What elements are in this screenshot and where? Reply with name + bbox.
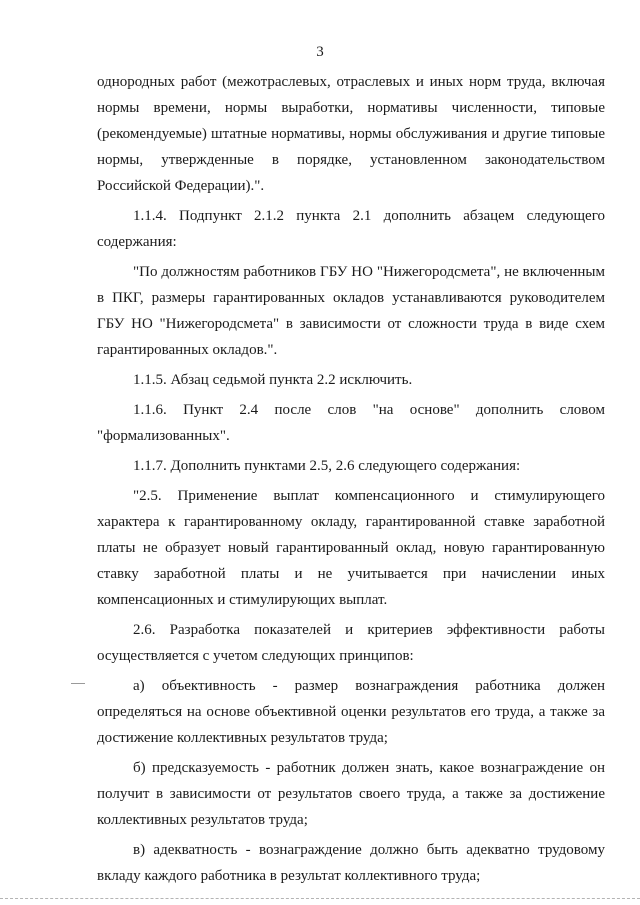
paragraph-quote-salary: "По должностям работников ГБУ НО "Нижегородсмета", не включенным в ПКГ, размеры гарантированных окладов устанавливаются руководителем ГБУ НО "Нижегородсмета" в зависимости от сложности труда в виде схем гарантированных окладов.". — [97, 264, 605, 358]
document-body — [97, 69, 605, 893]
paragraph-principle-b: б) предсказуемость - работник должен знать, какое вознаграждение он получит в зависимости от результатов своего труда, а также за достижение коллективных результатов труда; — [97, 760, 605, 828]
paragraph-1-1-7: 1.1.7. Дополнить пунктами 2.5, 2.6 следующего содержания: — [133, 458, 521, 474]
page-number: 3 — [316, 44, 324, 60]
paragraph-1-1-4: 1.1.4. Подпункт 2.1.2 пункта 2.1 дополнить абзацем следующего содержания: — [97, 208, 605, 250]
paragraph-1-1-6: 1.1.6. Пункт 2.4 после слов "на основе" дополнить словом "формализованных". — [97, 402, 605, 444]
paragraph-2-5: "2.5. Применение выплат компенсационного и стимулирующего характера к гарантированному окладу, гарантированной ставке заработной платы не образует новый гарантированный оклад, новую гарантированную ставку заработной платы и не учитывается при начислении иных компенсационных и стимулирующих выплат. — [97, 488, 605, 608]
margin-mark — [71, 683, 85, 684]
paragraph-continuation: однородных работ (межотраслевых, отраслевых и иных норм труда, включая нормы времени, нормы выработки, нормативы численности, типовые (рекомендуемые) штатные нормативы, нормы обслуживания и другие типовые нормы, утвержденные в порядке, установленном законодательством Российской Федерации).". — [97, 74, 605, 194]
paragraph-principle-a: а) объективность - размер вознаграждения работника должен определяться на основе объективной оценки результатов его труда, а также за достижение коллективных результатов труда; — [97, 678, 605, 746]
paragraph-1-1-5: 1.1.5. Абзац седьмой пункта 2.2 исключить. — [133, 372, 413, 388]
paragraph-principle-c: в) адекватность - вознаграждение должно быть адекватно трудовому вкладу каждого работника в результат коллективного труда; — [97, 842, 605, 884]
scan-edge-line — [0, 898, 640, 899]
paragraph-2-6: 2.6. Разработка показателей и критериев эффективности работы осуществляется с учетом следующих принципов: — [97, 622, 605, 664]
